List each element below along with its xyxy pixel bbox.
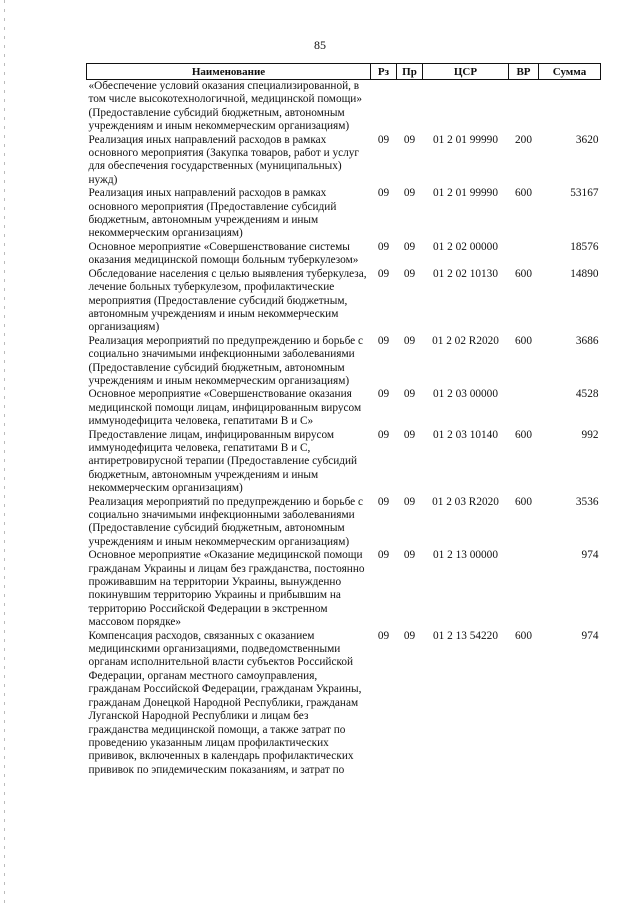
cell-rz: 09 [377,240,390,253]
cell-pr: 09 [403,388,416,401]
cell-sum: 3620 [575,133,599,146]
cell-rz: 09 [377,495,390,508]
table-row [87,80,601,134]
cell-name: Реализация мероприятий по предупреждению и борьбе с социально значимыми инфекционными заболеваниями (Предоставление субсидий бюджетным, автономным учреждениям и иным некоммерческим организациям) [88,334,364,387]
table-row [87,268,601,335]
cell-pr: 09 [403,495,416,508]
table-header-row [87,64,601,80]
cell-pr: 09 [403,133,416,146]
cell-rz: 09 [377,388,390,401]
cell-name: Обследование населения с целью выявления туберкулеза, лечение больных туберкулезом, профилактические мероприятия (Предоставление субсидий бюджетным, автономным учреждениям и иным некоммерческим организациям) [88,267,367,334]
cell-name: «Обеспечение условий оказания специализированной, в том числе высокотехнологичной, медицинской помощи» (Предоставление субсидий бюджетным, автономным учреждениям и иным некоммерческим организациям) [88,80,363,133]
cell-rz: 09 [377,629,390,642]
cell-vr [509,80,539,134]
cell-vr: 600 [515,495,532,508]
table-row [87,187,601,241]
cell-csr: 01 2 03 10140 [433,428,498,441]
table-row [87,429,601,496]
budget-table [86,63,601,777]
cell-csr: 01 2 02 R2020 [432,334,499,347]
cell-sum: 14890 [570,267,599,280]
cell-csr [423,80,509,134]
cell-csr: 01 2 03 00000 [433,388,498,401]
cell-name: Реализация мероприятий по предупреждению и борьбе с социально значимыми инфекционными заболеваниями (Предоставление субсидий бюджетным, автономным учреждениям и иным некоммерческим организациям) [88,495,364,548]
cell-csr: 01 2 02 00000 [433,240,498,253]
table-row [87,335,601,389]
cell-csr: 01 2 03 R2020 [432,495,499,508]
header-rz: Рз [371,64,397,80]
cell-vr: 600 [515,187,532,200]
cell-csr: 01 2 01 99990 [433,133,498,146]
cell-rz: 09 [377,428,390,441]
cell-pr: 09 [403,267,416,280]
cell-sum: 3536 [575,495,599,508]
table-row [87,549,601,629]
cell-rz [371,80,397,134]
table-row [87,630,601,777]
cell-sum: 3686 [575,334,599,347]
cell-csr: 01 2 02 10130 [433,267,498,280]
table-row [87,496,601,550]
cell-rz: 09 [377,549,390,562]
cell-sum: 18576 [570,240,599,253]
cell-name: Компенсация расходов, связанных с оказанием медицинскими организациями, подведомственными органам исполнительной власти субъектов Российской Федерации, органам местного самоуправления, гражданам Российской Федерации, гражданам Украины, гражданам Донецкой Народной Республики, гражданам Луганской Народной Республики и лицам без гражданства медицинской помощи, а также затрат по проведению указанным лицам профилактических прививок, включенных в календарь профилактических прививок по эпидемическим показаниям, и затрат по [88,629,362,776]
cell-vr [509,388,539,428]
cell-vr: 600 [515,334,532,347]
cell-csr: 01 2 13 54220 [433,629,498,642]
cell-csr: 01 2 01 99990 [433,187,498,200]
cell-name: Основное мероприятие «Совершенствование оказания медицинской помощи лицам, инфицированным вирусом иммунодефицита человека, гепатитами В и С» [88,388,362,428]
table-row [87,388,601,428]
header-vr: ВР [509,64,539,80]
cell-name: Предоставление лицам, инфицированным вирусом иммунодефицита человека, гепатитами В и С, антиретровирусной терапии (Предоставление субсидий бюджетным, автономным учреждениям и иным некоммерческим организациям) [88,428,358,495]
cell-pr: 09 [403,334,416,347]
header-name: Наименование [87,64,371,80]
cell-rz: 09 [377,133,390,146]
cell-vr: 600 [515,267,532,280]
cell-sum: 974 [581,629,599,642]
table-row [87,134,601,188]
page-number: 85 [314,38,326,52]
cell-pr: 09 [403,549,416,562]
header-csr: ЦСР [423,64,509,80]
table-row [87,241,601,268]
cell-pr: 09 [403,428,416,441]
cell-csr: 01 2 13 00000 [433,549,498,562]
cell-pr: 09 [403,187,416,200]
cell-sum: 4528 [575,388,599,401]
cell-vr: 600 [515,428,532,441]
cell-name: Реализация иных направлений расходов в рамках основного мероприятия (Закупка товаров, работ и услуг для обеспечения государственных (муниципальных) нужд) [88,133,360,186]
scan-edge [4,0,5,905]
header-sum: Сумма [539,64,601,80]
cell-pr [397,80,423,134]
cell-rz: 09 [377,334,390,347]
cell-pr: 09 [403,629,416,642]
cell-rz: 09 [377,187,390,200]
cell-rz: 09 [377,267,390,280]
cell-name: Основное мероприятие «Совершенствование системы оказания медицинской помощи больным туберкулезом» [88,240,359,267]
cell-name: Основное мероприятие «Оказание медицинской помощи гражданам Украины и лицам без гражданства, постоянно проживавшим на территории Украины, вынужденно покинувшим территорию Украины и прибывшим на территорию Российской Федерации в экстренном массовом порядке» [88,549,365,629]
cell-name: Реализация иных направлений расходов в рамках основного мероприятия (Предоставление субсидий бюджетным, автономным учреждениям и иным некоммерческим организациям) [88,187,337,240]
cell-sum: 53167 [570,187,599,200]
cell-sum: 992 [581,428,599,441]
cell-vr: 600 [515,629,532,642]
cell-vr: 200 [515,133,532,146]
cell-vr [509,241,539,268]
cell-pr: 09 [403,240,416,253]
cell-sum [539,80,601,134]
header-pr: Пр [397,64,423,80]
cell-vr [509,549,539,629]
cell-sum: 974 [581,549,599,562]
table-body [87,80,601,778]
